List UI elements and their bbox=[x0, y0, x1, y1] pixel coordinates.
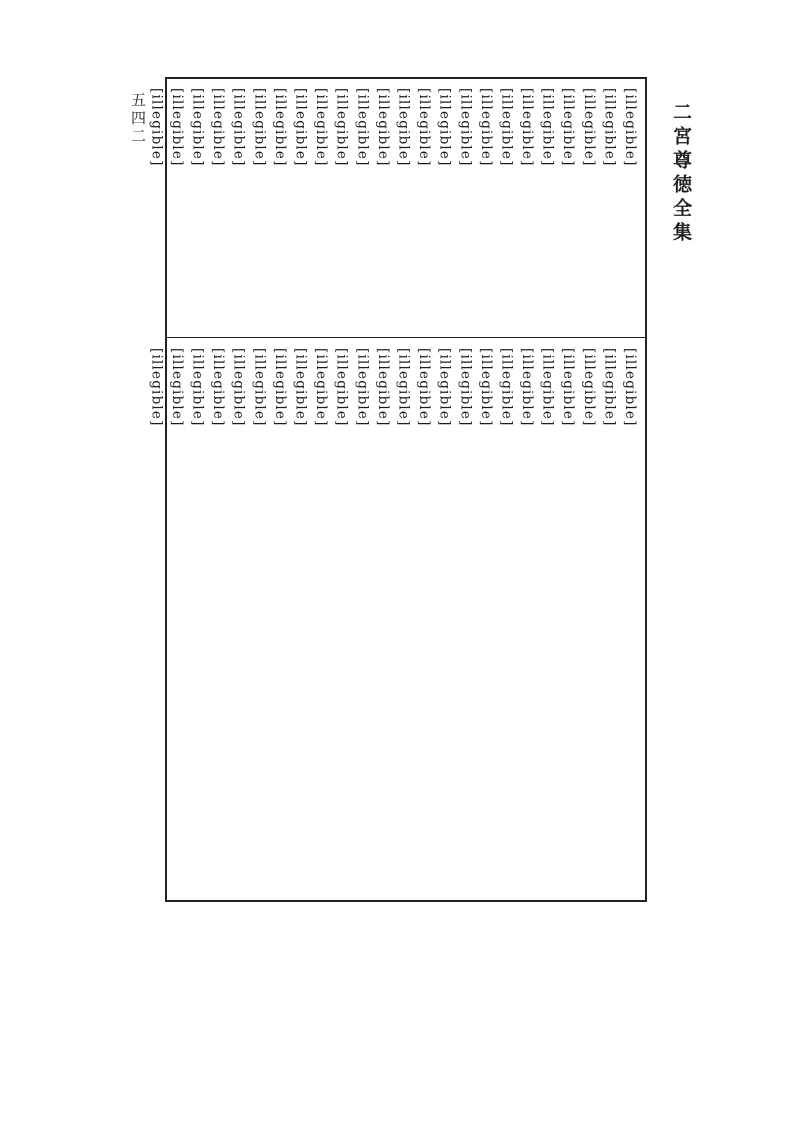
lower-text-block bbox=[146, 348, 640, 893]
text-column: [illegible] bbox=[416, 348, 433, 427]
text-column: [illegible] bbox=[210, 348, 227, 427]
text-column: [illegible] bbox=[374, 348, 391, 427]
text-column: [illegible] bbox=[622, 88, 638, 167]
text-column: [illegible] bbox=[210, 88, 227, 167]
text-column: [illegible] bbox=[539, 88, 556, 167]
text-column: [illegible] bbox=[395, 348, 412, 427]
text-column: [illegible] bbox=[416, 88, 433, 167]
page-number: 五四二 bbox=[129, 92, 147, 146]
text-column: [illegible] bbox=[519, 348, 536, 427]
book-title: 二宮尊徳全集 bbox=[670, 102, 692, 246]
text-column: [illegible] bbox=[457, 88, 474, 167]
text-column: [illegible] bbox=[230, 348, 247, 427]
text-column: [illegible] bbox=[580, 88, 597, 167]
text-column: [illegible] bbox=[580, 348, 597, 427]
text-column: [illegible] bbox=[230, 88, 247, 167]
text-column: [illegible] bbox=[313, 348, 330, 427]
text-column: [illegible] bbox=[560, 88, 577, 167]
text-column: [illegible] bbox=[148, 88, 165, 167]
text-column: [illegible] bbox=[292, 348, 309, 427]
text-column: [illegible] bbox=[251, 88, 268, 167]
text-column: [illegible] bbox=[313, 88, 330, 167]
text-column: [illegible] bbox=[374, 88, 391, 167]
text-column: [illegible] bbox=[168, 348, 185, 427]
text-column: [illegible] bbox=[148, 348, 165, 427]
text-column: [illegible] bbox=[622, 348, 638, 427]
text-column: [illegible] bbox=[498, 348, 515, 427]
text-column: [illegible] bbox=[539, 348, 556, 427]
section-divider bbox=[165, 337, 647, 338]
text-column: [illegible] bbox=[189, 348, 206, 427]
text-column: [illegible] bbox=[477, 88, 494, 167]
text-column: [illegible] bbox=[601, 88, 618, 167]
text-column: [illegible] bbox=[560, 348, 577, 427]
text-column: [illegible] bbox=[436, 88, 453, 167]
text-column: [illegible] bbox=[271, 348, 288, 427]
text-column: [illegible] bbox=[354, 88, 371, 167]
text-column: [illegible] bbox=[251, 348, 268, 427]
text-column: [illegible] bbox=[354, 348, 371, 427]
text-column: [illegible] bbox=[333, 348, 350, 427]
text-column: [illegible] bbox=[333, 88, 350, 167]
text-column: [illegible] bbox=[189, 88, 206, 167]
text-column: [illegible] bbox=[168, 88, 185, 167]
text-column: [illegible] bbox=[477, 348, 494, 427]
upper-text-block bbox=[146, 88, 640, 330]
text-column: [illegible] bbox=[498, 88, 515, 167]
text-column: [illegible] bbox=[271, 88, 288, 167]
text-column: [illegible] bbox=[457, 348, 474, 427]
text-column: [illegible] bbox=[436, 348, 453, 427]
text-column: [illegible] bbox=[292, 88, 309, 167]
text-column: [illegible] bbox=[395, 88, 412, 167]
text-column: [illegible] bbox=[601, 348, 618, 427]
text-column: [illegible] bbox=[519, 88, 536, 167]
